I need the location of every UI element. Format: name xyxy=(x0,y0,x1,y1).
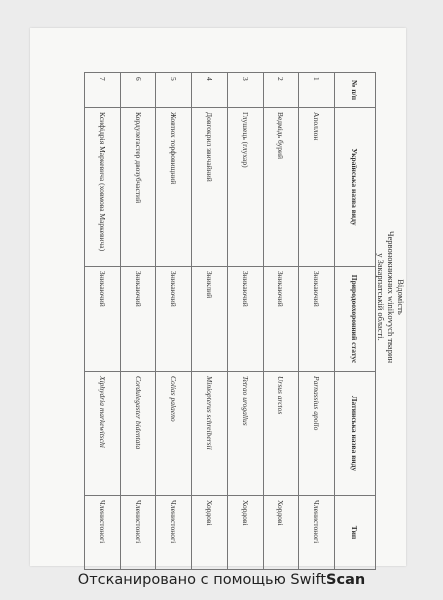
document-heading xyxy=(376,28,406,566)
row-ukrainian-name: Аполлон xyxy=(299,108,335,267)
row-status: Зникаючий xyxy=(85,267,121,372)
row-latin-name: Xiphydria markewitschi xyxy=(85,372,121,496)
row-latin-name: Tetrao urogallus xyxy=(227,372,263,496)
row-latin-name: Ursus arctos xyxy=(263,372,299,496)
watermark-suffix: Scan xyxy=(326,572,366,588)
table-row xyxy=(120,73,156,570)
row-number: 5 xyxy=(156,73,192,108)
column-header-number: № п/п xyxy=(335,73,376,108)
table-row xyxy=(227,73,263,570)
watermark-prefix: Отсканировано с помощью Swift xyxy=(77,572,327,588)
row-ukrainian-name: Жовтюх торфовищний xyxy=(156,108,192,267)
row-status: Зникаючий xyxy=(227,267,263,372)
row-status: Зникаючий xyxy=(299,267,335,372)
row-status: Зникаючий xyxy=(263,267,299,372)
row-number: 6 xyxy=(120,73,156,108)
table-row xyxy=(85,73,121,570)
heading-line: у Закарпатській області. xyxy=(376,253,386,341)
table-row xyxy=(299,73,335,570)
row-type: Хордові xyxy=(263,496,299,570)
row-ukrainian-name: Ведмідь бурий xyxy=(263,108,299,267)
row-type: Хордові xyxy=(227,496,263,570)
scanner-watermark xyxy=(0,572,443,588)
rotated-document xyxy=(36,28,412,566)
row-type: Членистоногі xyxy=(156,496,192,570)
column-header-status: Природоохоронний статус xyxy=(335,267,376,372)
row-number: 4 xyxy=(192,73,228,108)
row-status: Зниклий xyxy=(192,267,228,372)
row-number: 7 xyxy=(85,73,121,108)
row-latin-name: Parnassius apollo xyxy=(299,372,335,496)
column-header-type: Тип xyxy=(335,496,376,570)
table-row xyxy=(156,73,192,570)
row-latin-name: Colias palaeno xyxy=(156,372,192,496)
heading-line: Червонокнижних winikovych тварин xyxy=(386,230,396,364)
row-number: 1 xyxy=(299,73,335,108)
row-number: 2 xyxy=(263,73,299,108)
row-type: Членистоногі xyxy=(299,496,335,570)
row-number: 3 xyxy=(227,73,263,108)
row-type: Членистоногі xyxy=(120,496,156,570)
column-header-latin-name: Латинська назва виду xyxy=(335,372,376,496)
table-row xyxy=(263,73,299,570)
row-latin-name: Miniopterus schreibersii xyxy=(192,372,228,496)
column-header-ukrainian-name: Українська назва виду xyxy=(335,108,376,267)
species-table xyxy=(84,72,376,570)
row-type: Членистоногі xyxy=(85,496,121,570)
row-type: Хордові xyxy=(192,496,228,570)
table-header-row xyxy=(335,73,376,570)
row-status: Зникаючий xyxy=(120,267,156,372)
row-ukrainian-name: Глушець (глухар) xyxy=(227,108,263,267)
row-latin-name: Cordulegaster bidentata xyxy=(120,372,156,496)
row-ukrainian-name: Ксифідрія Маркевича (ховмова Маркевича) xyxy=(85,108,121,267)
table-row xyxy=(192,73,228,570)
row-ukrainian-name: Довгокрил звичайний xyxy=(192,108,228,267)
row-status: Зникаючий xyxy=(156,267,192,372)
row-ukrainian-name: Кордулегастер двозубчастий xyxy=(120,108,156,267)
heading-line: Відомість xyxy=(396,279,406,315)
